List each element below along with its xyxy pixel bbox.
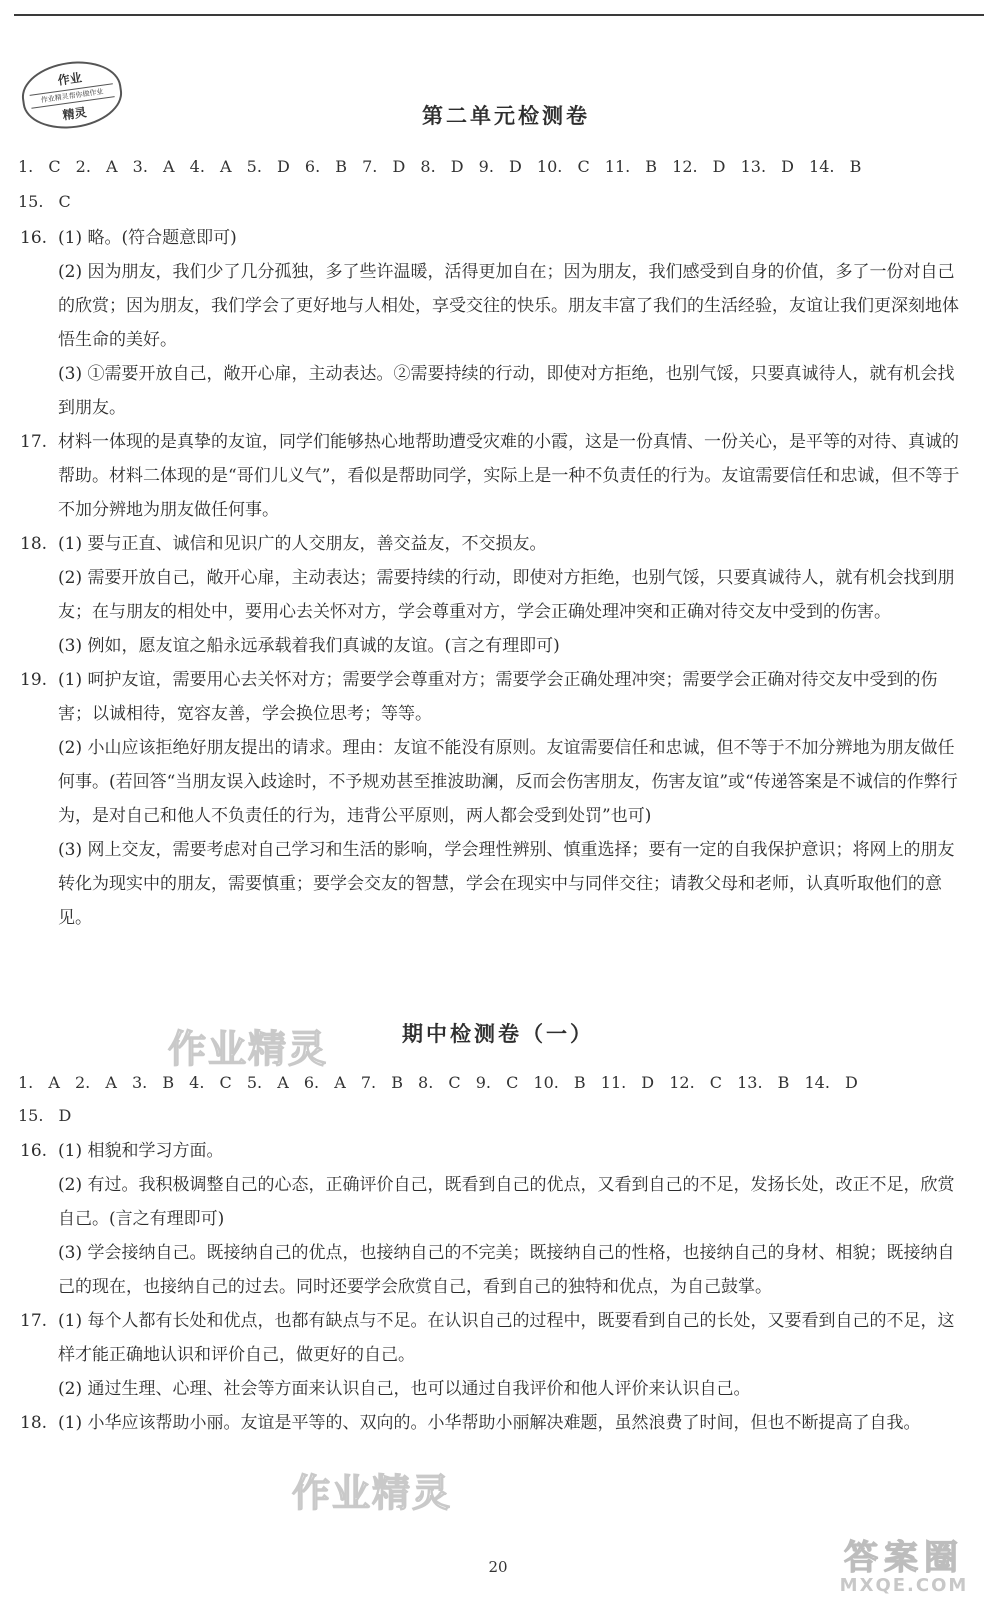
s2-q17-part-2: (2) 通过生理、心理、社会等方面来认识自己，也可以通过自我评价和他人评价来认识自己。: [58, 1379, 751, 1399]
s1-question-17: [20, 425, 970, 527]
section-1-mc-answers-row-2: 15. C: [18, 192, 71, 211]
section-2-mc-answers-row-1: 1. A 2. A 3. B 4. C 5. A 6. A 7. B 8. C 9. C 10. B 11. D 12. C 13. B 14. D: [18, 1073, 858, 1092]
s2-question-16: [20, 1134, 970, 1304]
s2-question-17: [20, 1304, 970, 1406]
corner-logo: [824, 1530, 984, 1596]
corner-logo-text: 答案圈: [844, 1538, 964, 1578]
s1-q19-number: 19.: [20, 670, 48, 690]
watermark-2: 作业精灵: [292, 1471, 453, 1515]
s1-question-19: [20, 663, 970, 935]
s1-q17-number: 17.: [20, 432, 48, 452]
s1-q19-part-3: (3) 网上交友，需要考虑对自己学习和生活的影响，学会理性辨别、慎重选择；要有一定的自我保护意识；将网上的朋友转化为现实中的朋友，需要慎重；要学会交友的智慧，学会在现实中与同伴交往；请教父母和老师，认真听取他们的意见。: [58, 840, 955, 928]
s1-q16-part-2: (2) 因为朋友，我们少了几分孤独，多了些许温暖，活得更加自在；因为朋友，我们感受到自身的价值，多了一份对自己的欣赏；因为朋友，我们学会了更好地与人相处，享受交往的快乐。朋友丰富了我们的生活经验，友谊让我们更深刻地体悟生命的美好。: [58, 262, 959, 350]
section-1-mc-answers-row-1: 1. C 2. A 3. A 4. A 5. D 6. B 7. D 8. D 9. D 10. C 11. B 12. D 13. D 14. B: [18, 157, 862, 176]
page-number: 20: [488, 1558, 508, 1576]
s1-question-18: [20, 527, 970, 663]
s1-q19-part-1: (1) 呵护友谊，需要用心去关怀对方；需要学会尊重对方；需要学会正确处理冲突；需要学会正确对待交友中受到的伤害；以诚相待，宽容友善，学会换位思考；等等。: [58, 670, 938, 724]
s2-q17-number: 17.: [20, 1311, 48, 1331]
section-1-title: 第二单元检测卷: [422, 104, 590, 128]
section-2-body: [20, 1134, 970, 1440]
corner-logo-url: MXQE.COM: [839, 1575, 969, 1596]
s1-q18-part-2: (2) 需要开放自己，敞开心扉，主动表达；需要持续的行动，即使对方拒绝，也别气馁，只要真诚待人，就有机会找到朋友；在与朋友的相处中，要用心去关怀对方，学会尊重对方，学会正确处理冲突和正确对待交友中受到的伤害。: [58, 568, 955, 622]
s2-q16-number: 16.: [20, 1141, 48, 1161]
stamp-line-3: 精灵: [61, 105, 88, 123]
section-2-mc-answers-row-2: 15. D: [18, 1106, 72, 1125]
s1-q18-part-1: (1) 要与正直、诚信和见识广的人交朋友，善交益友，不交损友。: [58, 534, 547, 554]
s1-q19-part-2: (2) 小山应该拒绝好朋友提出的请求。理由：友谊不能没有原则。友谊需要信任和忠诚，但不等于不加分辨地为朋友做任何事。(若回答“当朋友误入歧途时，不予规劝甚至推波助澜，反而会伤害朋友，伤害友谊”或“传递答案是不诚信的作弊行为，是对自己和他人不负责任的行为，违背公平原则，两人都会受到处罚”也可): [58, 738, 958, 826]
top-rule: [14, 14, 984, 16]
section-2-title: 期中检测卷（一）: [402, 1022, 594, 1046]
s1-question-16: [20, 221, 970, 425]
s1-q17-part-1: 材料一体现的是真挚的友谊，同学们能够热心地帮助遭受灾难的小霞，这是一份真情、一份关心，是平等的对待、真诚的帮助。材料二体现的是“哥们儿义气”，看似是帮助同学，实际上是一种不负责任的行为。友谊需要信任和忠诚，但不等于不加分辨地为朋友做任何事。: [58, 432, 960, 520]
s1-q18-number: 18.: [20, 534, 48, 554]
s1-q18-part-3: (3) 例如，愿友谊之船永远承载着我们真诚的友谊。(言之有理即可): [58, 636, 560, 656]
s2-question-18: [20, 1406, 970, 1440]
s2-q18-number: 18.: [20, 1413, 48, 1433]
s2-q16-part-2: (2) 有过。我积极调整自己的心态，正确评价自己，既看到自己的优点，又看到自己的不足，发扬长处，改正不足，欣赏自己。(言之有理即可): [58, 1175, 955, 1229]
s1-q16-number: 16.: [20, 228, 48, 248]
s1-q16-part-1: (1) 略。(符合题意即可): [58, 228, 237, 248]
watermark-1: 作业精灵: [168, 1027, 329, 1071]
stamp-line-1: 作业: [56, 70, 83, 88]
s2-q16-part-3: (3) 学会接纳自己。既接纳自己的优点，也接纳自己的不完美；既接纳自己的性格，也接纳自己的身材、相貌；既接纳自己的现在，也接纳自己的过去。同时还要学会欣赏自己，看到自己的独特和优点，为自己鼓掌。: [58, 1243, 955, 1297]
stamp-line-2: 作业精灵帮你做作业: [30, 83, 115, 109]
s2-q17-part-1: (1) 每个人都有长处和优点，也都有缺点与不足。在认识自己的过程中，既要看到自己的长处，又要看到自己的不足，这样才能正确地认识和评价自己，做更好的自己。: [58, 1311, 955, 1365]
s1-q16-part-3: (3) ①需要开放自己，敞开心扉，主动表达。②需要持续的行动，即使对方拒绝，也别气馁，只要真诚待人，就有机会找到朋友。: [58, 364, 955, 418]
s2-q16-part-1: (1) 相貌和学习方面。: [58, 1141, 224, 1161]
s2-q18-part-1: (1) 小华应该帮助小丽。友谊是平等的、双向的。小华帮助小丽解决难题，虽然浪费了时间，但也不断提高了自我。: [58, 1413, 921, 1433]
section-1-body: [20, 221, 970, 935]
